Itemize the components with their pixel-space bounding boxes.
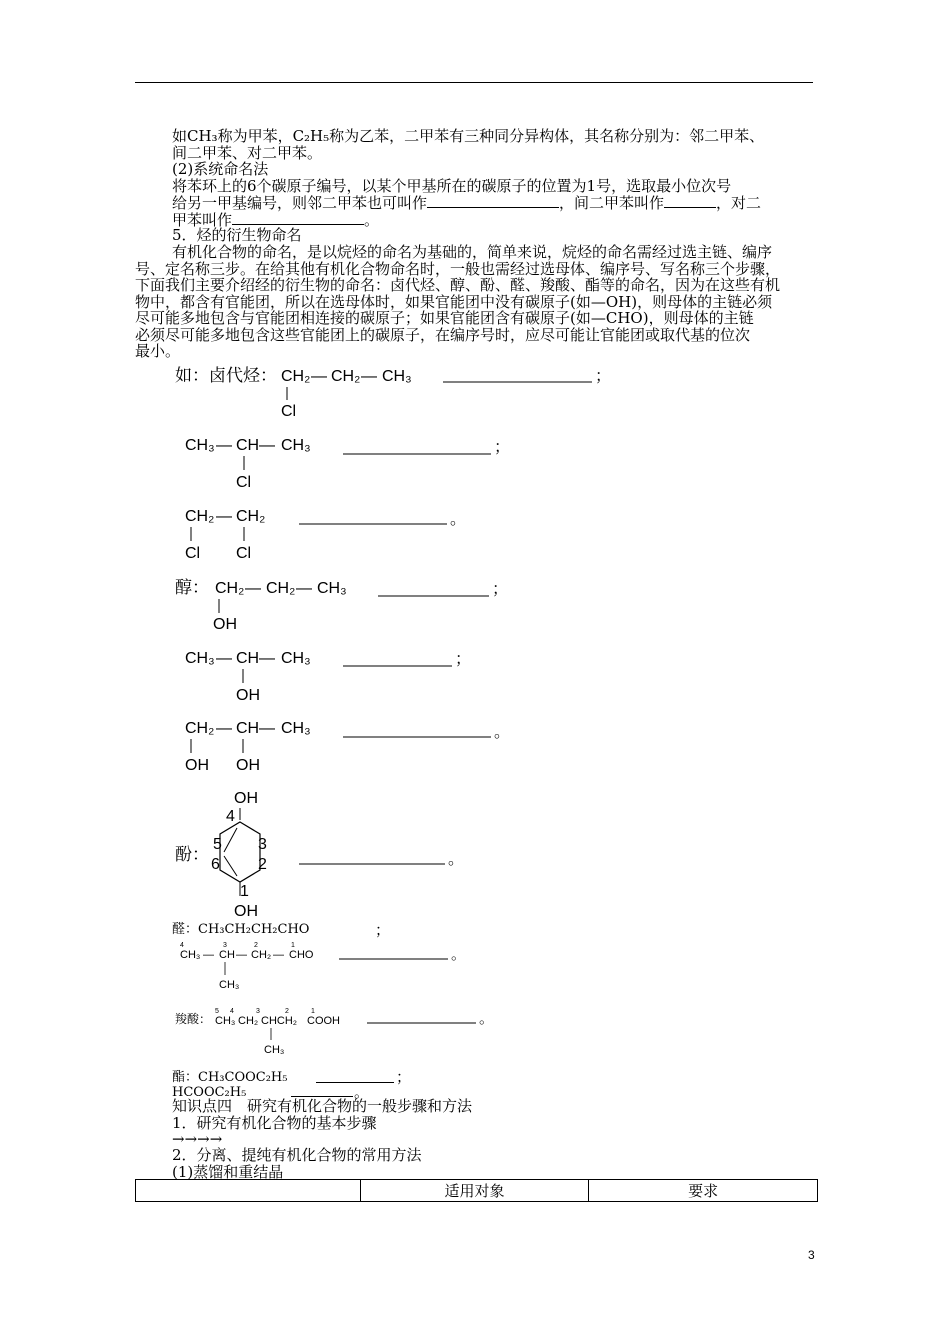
punct-period: 。 bbox=[451, 946, 467, 963]
formula-bond: — bbox=[203, 949, 214, 961]
derivative-heading: 5．烃的衍生物命名 bbox=[172, 226, 302, 244]
methods-table bbox=[135, 1179, 818, 1202]
system-naming-text-d: 甲苯叫作 bbox=[172, 211, 233, 229]
formula-oh: OH bbox=[234, 903, 258, 920]
section4-heading: 知识点四 研究有机化合物的一般步骤和方法 bbox=[172, 1097, 473, 1115]
intro-line-2: 间二甲苯、对二甲苯。 bbox=[172, 144, 323, 162]
formula-ch3: CH₃ bbox=[180, 949, 201, 961]
formula-ch: CH bbox=[236, 720, 260, 737]
system-naming-text-e: 。 bbox=[364, 211, 380, 229]
ring-number: 5 bbox=[213, 836, 222, 853]
formula-bond: — bbox=[245, 580, 261, 597]
ring-number: 2 bbox=[258, 856, 267, 873]
formula-cho: CHO bbox=[289, 949, 314, 961]
formula-bond: — bbox=[216, 508, 232, 525]
locant: 3 bbox=[223, 942, 227, 949]
formula-ch3: CH₃ bbox=[281, 437, 311, 454]
formula-ch2: CH₂ bbox=[236, 508, 266, 525]
formula-oh: OH bbox=[185, 757, 209, 774]
ester-2-period: 。 bbox=[354, 1083, 370, 1101]
formula-bond: — bbox=[259, 650, 275, 667]
locant: 4 bbox=[180, 942, 184, 949]
formula-bond: — bbox=[259, 720, 275, 737]
system-naming-line-1: 将苯环上的6个碳原子编号，以某个甲基所在的碳原子的位置为1号，选取最小位次号 bbox=[172, 177, 732, 195]
ester-1-semicolon: ； bbox=[396, 1068, 412, 1086]
formula-ch2: CH₂ bbox=[215, 580, 245, 597]
formula-ch3: CH₃ bbox=[219, 979, 240, 991]
formula-cl: Cl bbox=[236, 474, 252, 491]
ring-number: 1 bbox=[240, 883, 249, 900]
formula-bond: — bbox=[259, 437, 275, 454]
formula-cooh: COOH bbox=[307, 1015, 340, 1027]
formula-ch2: CH₂ bbox=[251, 949, 272, 961]
answer-blank-ester-1[interactable] bbox=[316, 1068, 394, 1083]
locant: 2 bbox=[285, 1008, 289, 1015]
intro-line-1: 如CH₃称为甲苯，C₂H₅称为乙苯，二甲苯有三种同分异构体，其名称分别为：邻二甲苯、 bbox=[172, 127, 765, 145]
locant: 2 bbox=[254, 942, 258, 949]
formula-ch2: CH₂ bbox=[331, 368, 361, 385]
formula-ch3: CH₃ bbox=[317, 580, 347, 597]
table-header-cell bbox=[136, 1180, 361, 1202]
formula-ch3: CH₃ bbox=[264, 1044, 285, 1056]
derivative-p3: 下面我们主要介绍经的衍生物的命名：卤代烃、醇、酚、醛、羧酸、酯等的命名，因为在这些有机 bbox=[135, 276, 781, 294]
formula-oh: OH bbox=[213, 616, 237, 633]
punct-semicolon: ； bbox=[595, 368, 612, 385]
punct-period: 。 bbox=[494, 724, 511, 741]
formula-bond: — bbox=[216, 437, 232, 454]
derivative-p6: 必须尽可能多地包含这些官能团上的碳原子，在编序号时，应尽可能让官能团或取代基的位次 bbox=[135, 326, 751, 344]
derivative-p4: 物中，都含有官能团，所以在选母体时，如果官能团中没有碳原子(如—OH)，则母体的主链必须 bbox=[135, 293, 773, 311]
section4-step2: 2．分离、提纯有机化合物的常用方法 bbox=[172, 1146, 422, 1164]
aldehyde-1-semicolon: ； bbox=[375, 921, 391, 939]
derivative-p1: 有机化合物的命名，是以烷烃的命名为基础的，简单来说，烷烃的命名需经过选主链、编序 bbox=[172, 243, 773, 261]
formula-ch2: CH₂ bbox=[238, 1015, 259, 1027]
formula-ch3: CH₃ bbox=[215, 1015, 236, 1027]
formula-bond: — bbox=[361, 368, 377, 385]
formula-bond: — bbox=[216, 720, 232, 737]
formula-cl: Cl bbox=[236, 545, 252, 562]
formula-ch2: CH₂ bbox=[281, 368, 311, 385]
derivative-p7: 最小。 bbox=[135, 342, 181, 360]
ring-number: 6 bbox=[211, 856, 220, 873]
locant: 1 bbox=[311, 1008, 315, 1015]
label-aldehyde: 醛： bbox=[172, 922, 199, 937]
locant: 5 bbox=[215, 1008, 219, 1015]
punct-period: 。 bbox=[448, 851, 465, 868]
formula-bond: — bbox=[296, 580, 312, 597]
formula-oh: OH bbox=[234, 790, 258, 807]
derivative-p5: 尽可能多地包含与官能团相连接的碳原子；如果官能团含有碳原子(如—CHO)，则母体的主链 bbox=[135, 309, 754, 327]
formula-bond: — bbox=[273, 949, 284, 961]
page-number: 3 bbox=[808, 1248, 815, 1262]
label-haloalkane: 如：卤代烃： bbox=[175, 366, 277, 385]
label-alcohol: 醇： bbox=[175, 578, 209, 597]
derivative-p2: 号、定名称三步。在给其他有机化合物命名时，一般也需经过选母体、编序号、写名称三个步骤， bbox=[135, 260, 781, 278]
formula-bond: — bbox=[236, 949, 247, 961]
formula-bond: — bbox=[216, 650, 232, 667]
formula-butanal: CH₃CH₂CH₂CHO bbox=[198, 922, 310, 937]
label-phenol: 酚： bbox=[175, 845, 209, 864]
formula-ch: CH bbox=[236, 437, 260, 454]
formula-ch3: CH₃ bbox=[382, 368, 412, 385]
formula-ch3: CH₃ bbox=[281, 720, 311, 737]
formula-oh: OH bbox=[236, 687, 260, 704]
formula-cl: Cl bbox=[185, 545, 201, 562]
formula-cl: Cl bbox=[281, 403, 297, 420]
punct-semicolon: ； bbox=[494, 439, 511, 456]
locant: 1 bbox=[291, 942, 295, 949]
formula-ch: CH bbox=[236, 650, 260, 667]
formula-ch3: CH₃ bbox=[185, 650, 215, 667]
formula-ch3: CH₃ bbox=[281, 650, 311, 667]
punct-period: 。 bbox=[479, 1010, 495, 1027]
locant: 3 bbox=[256, 1008, 260, 1015]
formula-ch2: CH₂ bbox=[266, 580, 296, 597]
formula-ethyl-acetate: CH₃COOC₂H₅ bbox=[198, 1070, 288, 1085]
formula-oh: OH bbox=[236, 757, 260, 774]
punct-semicolon: ； bbox=[455, 651, 472, 668]
formula-ch: CH bbox=[219, 949, 235, 961]
formula-ch2: CH₂ bbox=[185, 508, 215, 525]
system-naming-text-c: ，对二 bbox=[716, 194, 762, 212]
formula-ch3: CH₃ bbox=[185, 437, 215, 454]
ring-number: 4 bbox=[226, 808, 235, 825]
formula-bond: — bbox=[311, 368, 327, 385]
ring-number: 3 bbox=[258, 836, 267, 853]
formula-ch2: CH₂ bbox=[185, 720, 215, 737]
system-naming-text-b: ，间二甲苯叫作 bbox=[559, 194, 665, 212]
punct-period: 。 bbox=[450, 511, 467, 528]
table-header-row bbox=[136, 1180, 818, 1202]
label-ester: 酯： bbox=[172, 1070, 199, 1085]
system-naming-heading: (2)系统命名法 bbox=[172, 160, 269, 178]
section4-arrows: →→→→ bbox=[172, 1130, 223, 1148]
system-naming-text-a: 给另一甲基编号，则邻二甲苯也可叫作 bbox=[172, 194, 428, 212]
punct-semicolon: ； bbox=[492, 581, 509, 598]
locant: 4 bbox=[230, 1008, 234, 1015]
table-header-cell: 要求 bbox=[589, 1180, 818, 1202]
section4-step2a: (1)蒸馏和重结晶 bbox=[172, 1163, 284, 1181]
label-acid: 羧酸： bbox=[175, 1012, 212, 1026]
formula-chch2: CHCH₂ bbox=[261, 1015, 298, 1027]
formula-ethyl-formate: HCOOC₂H₅ bbox=[172, 1085, 247, 1100]
table-header-cell: 适用对象 bbox=[360, 1180, 589, 1202]
section4-step1: 1．研究有机化合物的基本步骤 bbox=[172, 1114, 377, 1132]
answer-blank-ester-2[interactable] bbox=[291, 1082, 353, 1097]
